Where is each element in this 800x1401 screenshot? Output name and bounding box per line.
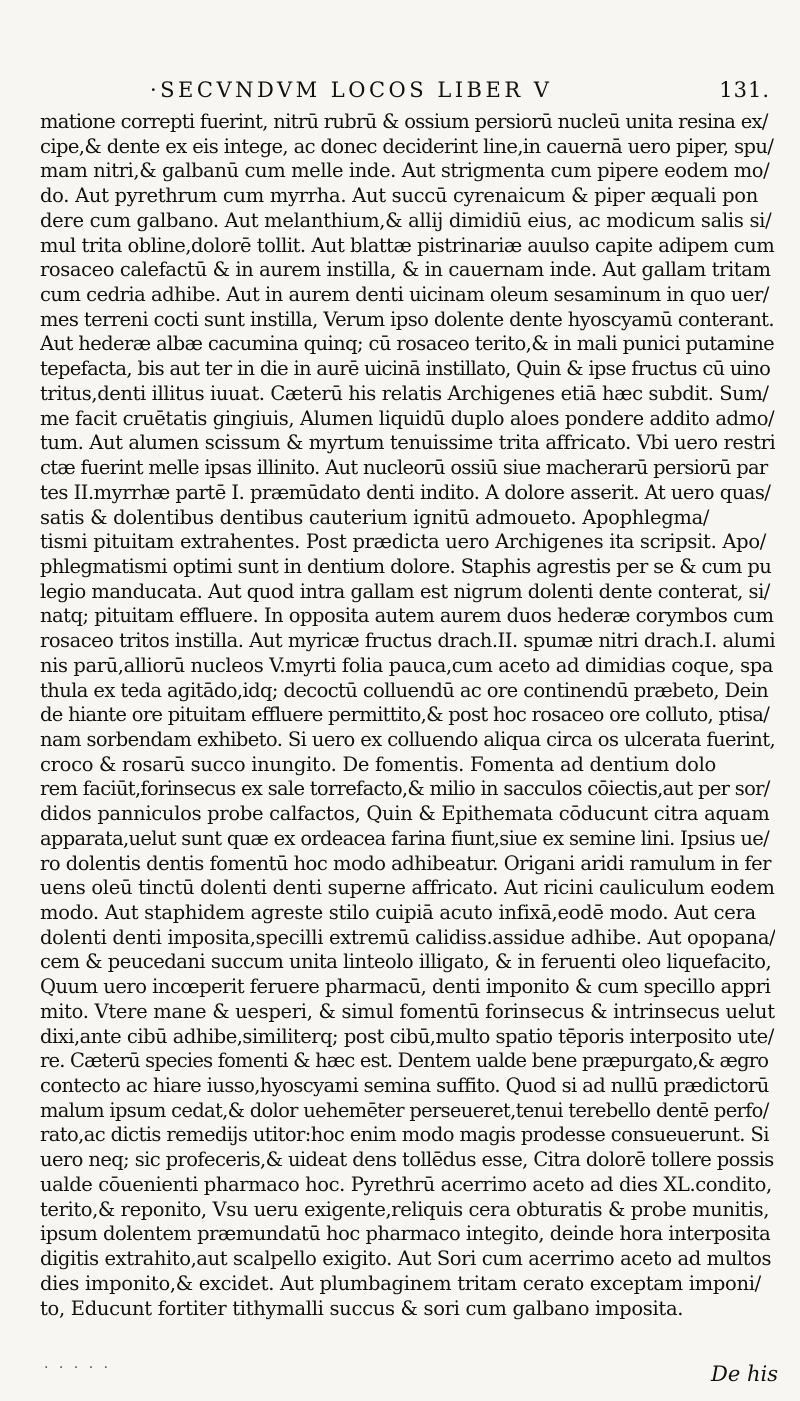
text-line: Aut hederæ albæ cacumina quinq; cū rosaceo terito,& in mali punici putamine (40, 332, 775, 356)
text-line: croco & rosarū succo inungito. De fomentis. Fomenta ad dentium dolo (40, 752, 716, 776)
text-line: mes terreni cocti sunt instilla, Verum ipso dolente dente hyoscyamū conterant. (40, 307, 775, 331)
text-line: rem faciūt,forinsecus ex sale torrefacto,& milio in sacculos cōiectis,aut per sor/ (40, 777, 770, 801)
text-line: rosaceo tritos instilla. Aut myricæ fructus drach.II. spumæ nitri drach.I. alumi (40, 629, 775, 653)
text-line: satis & dolentibus dentibus cauterium ignitū admoueto. Apophlegma/ (40, 505, 710, 529)
text-line: Quum uero incœperit feruere pharmacū, denti imponito & cum specillo appri (40, 975, 771, 999)
text-line: legio manducata. Aut quod intra gallam est nigrum dolenti dente conterat, si/ (40, 579, 770, 603)
text-line: dere cum galbano. Aut melanthium,& allij dimidiū eius, ac modicum salis si/ (40, 208, 772, 232)
running-header (150, 78, 770, 108)
text-line: contecto ac hiare iusso,hyoscyami semina suffito. Quod si ad nullū prædictorū (40, 1074, 769, 1098)
text-line: mam nitri,& galbanū cum melle inde. Aut strigmenta cum pipere eodem mo/ (40, 159, 770, 183)
text-line: dolenti denti imposita,specilli extremū calidiss.assidue adhibe. Aut opopana/ (40, 925, 775, 949)
text-line: tismi pituitam extrahentes. Post prædicta uero Archigenes ita scripsit. Apo/ (40, 530, 767, 554)
text-line: dixi,ante cibū adhibe,similiterq; post cibū,multo spatio tēporis interposito ute/ (40, 1024, 774, 1048)
text-line: nis parū,alliorū nucleos V.myrti folia pauca,cum aceto ad dimidias coque, spa (40, 653, 774, 677)
text-line: malum ipsum cedat,& dolor uehemēter perseueret,tenui terebello dentē perfo/ (40, 1098, 769, 1122)
text-line: mul trita obline,dolorē tollit. Aut blattæ pistrinariæ auulso capite adipem cum (40, 233, 775, 257)
folio-number: 131. (719, 78, 770, 102)
text-line: re. Cæterū species fomenti & hæc est. Dentem ualde bene præpurgato,& ægro (40, 1049, 769, 1073)
text-line: cum cedria adhibe. Aut in aurem denti uicinam oleum sesaminum in quo uer/ (40, 283, 769, 307)
text-line: ro dolentis dentis fomentū hoc modo adhibeatur. Origani aridi ramulum in fer (40, 851, 771, 875)
text-body (40, 110, 775, 1321)
text-line: rato,ac dictis remedijs utitor:hoc enim modo magis prodesse consueuerunt. Si (40, 1123, 769, 1147)
text-line: natq; pituitam effluere. In opposita autem aurem duos hederæ corymbos cum (40, 604, 774, 628)
text-line: mito. Vtere mane & uesperi, & simul fomentū forinsecus & intrinsecus uelut (40, 999, 775, 1023)
text-line: uens oleū tinctū dolenti denti superne affricato. Aut ricini cauliculum eodem (40, 876, 775, 900)
text-line: apparata,uelut sunt quæ ex ordeacea farina fiunt,siue ex semine lini. Ipsius ue/ (40, 826, 769, 850)
text-line: thula ex teda agitādo,idq; decoctū colluendū ac ore continendū præbeto, Dein (40, 678, 769, 702)
text-line: ualde cōuenienti pharmaco hoc. Pyrethrū acerrimo aceto ad dies XL.condito, (40, 1172, 772, 1196)
text-line: to, Educunt fortiter tithymalli succus & sori cum galbano imposita. (40, 1296, 684, 1320)
text-line: ctæ fuerint melle ipsas illinito. Aut nucleorū ossiū siue macherarū persiorū par (40, 456, 768, 480)
text-line: nam sorbendam exhibeto. Si uero ex colluendo aliqua circa os ulcerata fuerint, (40, 727, 775, 751)
text-line: cipe,& dente ex eis intege, ac donec deciderint line,in cauernā uero piper, spu/ (40, 134, 774, 158)
text-line: phlegmatismi optimi sunt in dentium dolore. Staphis agrestis per se & cum pu (40, 554, 772, 578)
text-line: modo. Aut staphidem agreste stilo cuipiā acuto infixā,eodē modo. Aut cera (40, 901, 756, 924)
running-title: ·SECVNDVM LOCOS LIBER V (150, 78, 553, 102)
text-line: me facit cruētatis gingiuis, Alumen liquidū duplo aloes pondere addito admo/ (40, 406, 775, 430)
catchword: De his (711, 1362, 778, 1386)
text-line: tepefacta, bis aut ter in die in aurē uicinā instillato, Quin & ipse fructus cū uino (40, 357, 771, 381)
text-line: cem & peucedani succum unita linteolo illigato, & in feruenti oleo liquefacito, (40, 950, 772, 974)
text-line: tritus,denti illitus iuuat. Cæterū his relatis Archigenes etiā hæc subdit. Sum/ (40, 381, 769, 405)
text-line: de hiante ore pituitam effluere permittito,& post hoc rosaceo ore colluto, ptisa/ (40, 703, 770, 727)
text-line: digitis extrahito,aut scalpello exigito. Aut Sori cum acerrimo aceto ad multos (40, 1247, 772, 1271)
printer-ornament: · · · · · (44, 1360, 112, 1376)
text-line: terito,& reponito, Vsu ueru exigente,reliquis cera obturatis & probe munitis, (40, 1197, 769, 1221)
text-line: tes II.myrrhæ partē I. præmūdato denti indito. A dolore asserit. At uero quas/ (40, 480, 771, 504)
text-line: uero neq; sic profeceris,& uideat dens tollēdus esse, Citra dolorē tollere possis (40, 1148, 774, 1172)
text-line: matione correpti fuerint, nitrū rubrū & ossium persiorū nucleū unita resina ex/ (40, 110, 768, 133)
text-line: tum. Aut alumen scissum & myrtum tenuissime trita affricato. Vbi uero restri (40, 431, 775, 455)
text-line: do. Aut pyrethrum cum myrrha. Aut succū cyrenaicum & piper æquali pon (40, 184, 758, 208)
text-line: didos panniculos probe calfactos, Quin & Epithemata cōducunt citra aquam (40, 802, 770, 826)
text-line: ipsum dolentem præmundatū hoc pharmaco integito, deinde hora interposita (40, 1222, 771, 1246)
text-line: rosaceo calefactū & in aurem instilla, & in cauernam inde. Aut gallam tritam (40, 258, 771, 282)
text-line: dies imponito,& excidet. Aut plumbaginem tritam cerato exceptam imponi/ (40, 1271, 761, 1295)
